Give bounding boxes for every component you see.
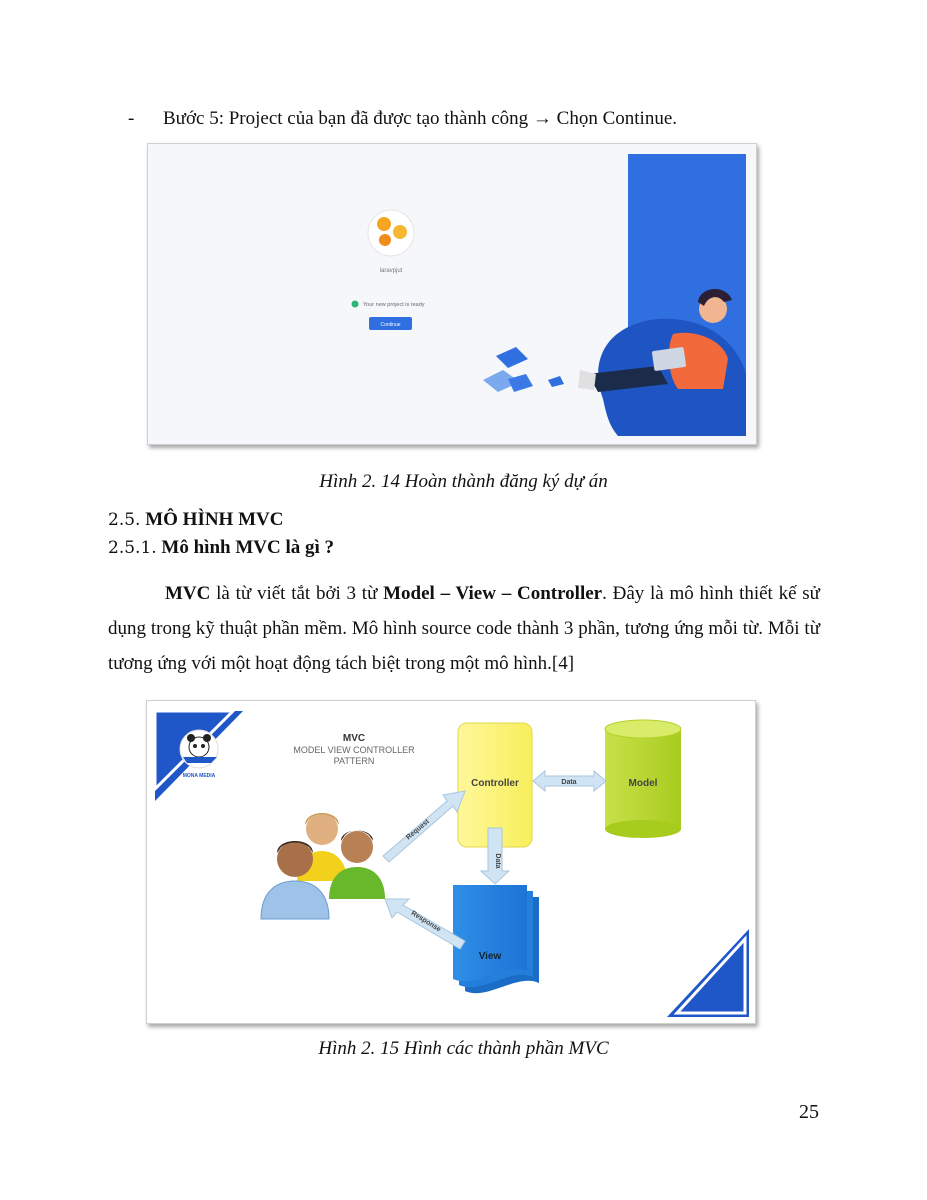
section-heading-2-5	[108, 509, 283, 531]
diagram-subtitle-1: MODEL VIEW CONTROLLER	[293, 745, 415, 755]
paragraph-text-2: . Đây là mô hình thiết kế sử dụng trong kỹ thuật phần mềm. Mô hình source code thành 3 phần, tương ứng mỗi từ. Mỗi từ tương ứng với một hoạt động tách biệt trong một mô hình.[4]	[108, 583, 820, 674]
subsection-number: 2.5.1.	[108, 538, 157, 558]
page-number: 25	[799, 1101, 819, 1123]
view-pages	[453, 885, 539, 993]
check-icon	[352, 301, 359, 308]
paragraph-text-1: là từ viết tắt bởi 3 từ	[210, 583, 384, 604]
panda-logo-icon	[180, 730, 218, 768]
figure-2-14-caption: Hình 2. 14 Hoàn thành đăng ký dự án	[319, 471, 608, 492]
figure-2-15-caption: Hình 2. 15 Hình các thành phần MVC	[318, 1038, 609, 1059]
diagram-subtitle-2: PATTERN	[333, 756, 375, 766]
data-arrow-label: Data	[561, 779, 577, 786]
controller-label: Controller	[471, 778, 519, 789]
section-title: MÔ HÌNH MVC	[145, 509, 284, 530]
ready-message: Your new project is ready	[363, 302, 425, 308]
term-mvc: MVC	[165, 583, 211, 604]
continue-button-label: Continue	[380, 322, 401, 328]
term-model-view-controller: Model – View – Controller	[383, 583, 603, 604]
response-label: Response	[409, 909, 442, 934]
request-label: Request	[405, 818, 431, 842]
data-arrow-vertical-label: Data	[494, 853, 501, 869]
step-5-text: Bước 5: Project của bạn đã được tạo thành công → Chọn Continue.	[163, 108, 678, 129]
view-label: View	[478, 951, 502, 962]
model-label: Model	[628, 778, 658, 789]
app-logo-icon	[368, 210, 414, 256]
app-name: laravpjut	[379, 268, 403, 274]
figure-project-ready	[147, 143, 757, 445]
mvc-definition-paragraph	[108, 576, 820, 681]
figure-mvc-diagram	[146, 700, 756, 1024]
section-heading-2-5-1	[108, 537, 334, 559]
project-ready-illustration	[148, 144, 757, 445]
diagram-title: MVC	[342, 733, 366, 744]
section-number: 2.5.	[108, 510, 141, 530]
mvc-diagram	[147, 701, 756, 1024]
list-dash: -	[128, 108, 135, 129]
subsection-title: Mô hình MVC là gì ?	[161, 537, 335, 558]
logo-text: MONA MEDIA	[182, 773, 216, 779]
